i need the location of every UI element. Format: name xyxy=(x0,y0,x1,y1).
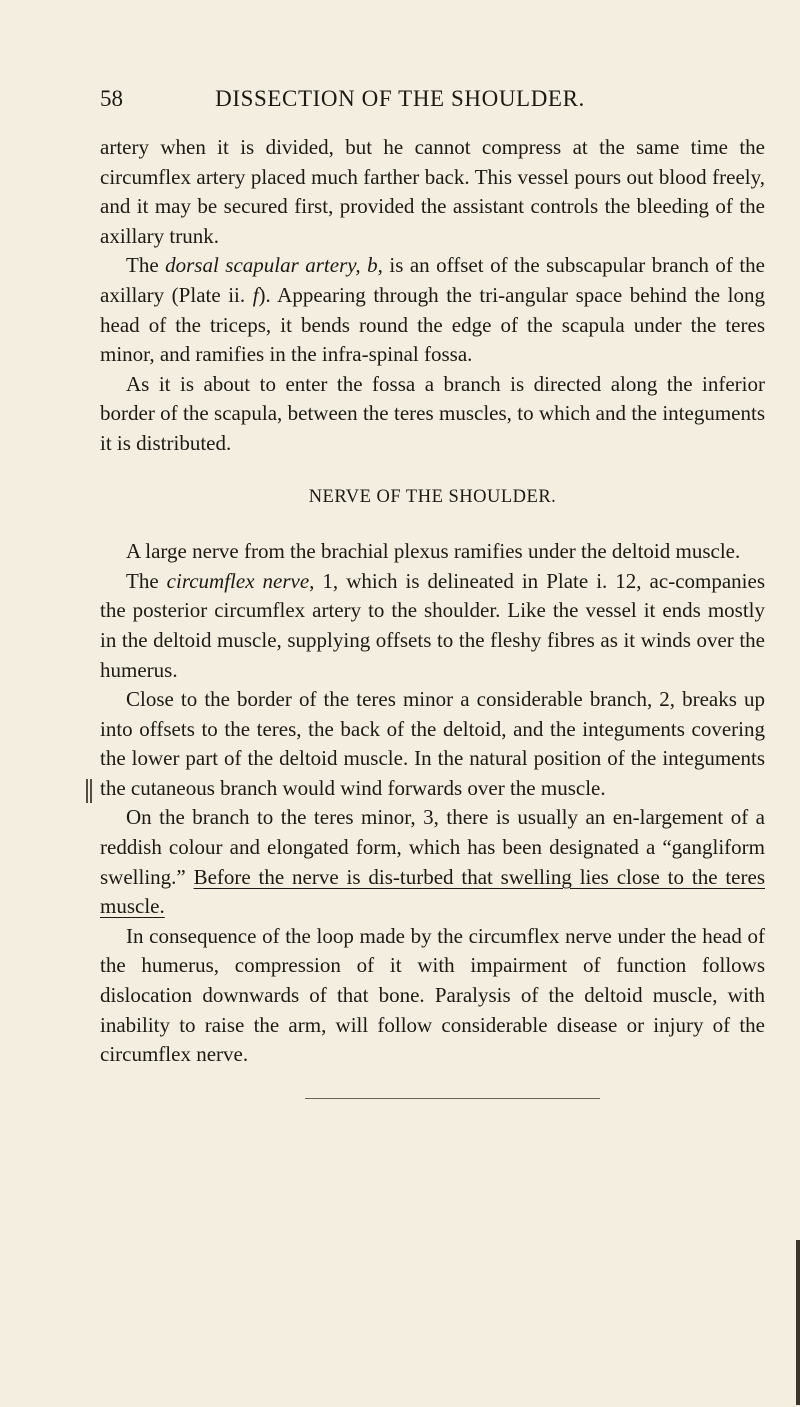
paragraph-3: As it is about to enter the fossa a branch is directed along the inferior border of the scapula, between the teres muscles, to which and the integuments it is distributed. xyxy=(100,371,765,455)
page-number: 58 xyxy=(100,86,123,111)
page-body xyxy=(100,133,765,1070)
p2-lead: The xyxy=(126,253,166,278)
paragraph-1: artery when it is divided, but he cannot compress at the same time the circumflex artery placed much farther back. This vessel pours out blood freely, and it may be secured first, provided the assistant controls the bleeding of the axillary trunk. xyxy=(100,135,765,248)
paragraph-4: A large nerve from the brachial plexus ramifies under the deltoid muscle. xyxy=(126,539,741,564)
term-circumflex-nerve: circumflex nerve, xyxy=(166,568,315,593)
figure-letter-b: b xyxy=(367,253,378,278)
p5-lead: The xyxy=(126,568,167,593)
section-heading: NERVE OF THE SHOULDER. xyxy=(308,486,557,507)
paragraph-5 xyxy=(100,567,765,685)
paragraph-8: In consequence of the loop made by the circumflex nerve under the head of the humerus, compression of it with impairment of function follows dislocation downwards of that bone. Paralysis of the deltoid muscle, with inability to raise the arm, will follow considerable disease or injury of the circumflex nerve. xyxy=(100,923,765,1067)
page-header xyxy=(100,86,700,118)
underlined-passage: Before the nerve is dis-turbed that swelling lies close to the teres muscle. xyxy=(100,864,765,919)
margin-pencil-mark xyxy=(84,777,94,805)
closing-rule xyxy=(305,1098,600,1099)
paragraph-2 xyxy=(100,251,765,369)
plate-reference-f: f xyxy=(252,282,259,307)
p5-rest: 1, which is delineated in Plate i. 12, ac-companies the posterior circumflex artery to the shoulder. Like the vessel it ends mostly in the deltoid muscle, supplying offsets to the fleshy fibres as it winds over the humerus. xyxy=(100,568,765,682)
p7-lead: On the branch to the teres minor, 3, there is usually an en-largement of a reddish colour and elongated form, which has been designated a “gangliform swelling.” xyxy=(100,805,765,889)
paragraph-7 xyxy=(100,803,765,921)
p2-mid: , is an offset of the subscapular branch of the axillary (Plate ii. xyxy=(100,253,765,307)
page-edge-shadow xyxy=(796,1240,800,1405)
running-title: DISSECTION OF THE SHOULDER. xyxy=(215,86,585,111)
term-dorsal-scapular-artery: dorsal scapular artery, xyxy=(165,253,361,278)
p2-rest: ). Appearing through the tri-angular space behind the long head of the triceps, it bends round the edge of the scapula under the teres minor, and ramifies in the infra-spinal fossa. xyxy=(100,282,766,367)
paragraph-6: Close to the border of the teres minor a considerable branch, 2, breaks up into offsets to the teres, the back of the deltoid, and the integuments covering the lower part of the deltoid muscle. In the natural position of the integuments the cutaneous branch would wind forwards over the muscle. xyxy=(100,687,765,800)
